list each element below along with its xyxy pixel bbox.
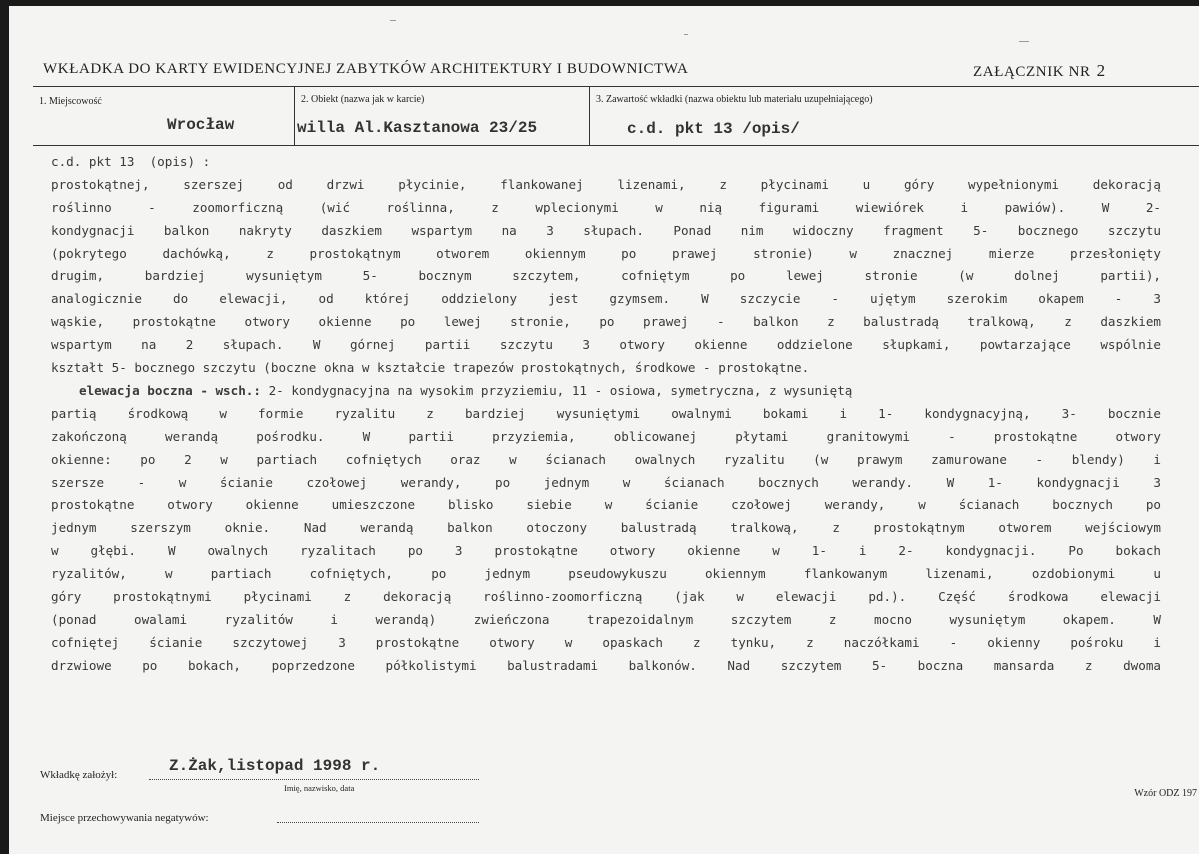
locality-label: 1. Miejscowość [39, 96, 102, 107]
header-divider-top [33, 86, 1199, 87]
body-line-heading [51, 380, 1161, 403]
annex-label [973, 61, 1106, 81]
form-code: Wzór ODZ 197 [1134, 788, 1197, 799]
paper-speck [1019, 41, 1029, 42]
body-line: drugim, bardziej wysuniętym 5- bocznym szczytem, cofniętym po lewej stronie (w dolnej partii), [51, 268, 1161, 284]
content-label: 3. Zawartość wkładki (nazwa obiektu lub materiału uzupełniającego) [596, 94, 873, 105]
body-line: góry prostokątnymi płycinami z dekoracją roślinno-zoomorficzną (jak w elewacji pd.). Część środkowa elewacji [51, 588, 1161, 604]
object-value: willa Al.Kasztanowa 23/25 [297, 119, 538, 137]
inserted-by-value: Z.Żak,listopad 1998 r. [169, 757, 381, 775]
body-line: partią środkową w formie ryzalitu z bardziej wysuniętymi owalnymi bokami i 1- kondygnacyjną, 3- bocznie [51, 405, 1161, 421]
annex-number: 2 [1096, 61, 1106, 80]
body-line: prostokątnej, szerszej od drzwi płycinie, flankowanej lizenami, z płycinami u góry wypełnionymi dekoracją [51, 176, 1161, 192]
body-line: zakończoną werandą pośrodku. W partii przyziemia, oblicowanej płytami granitowymi - prostokątne otwory [51, 428, 1161, 444]
body-line: szersze - w ścianie czołowej werandy, po jednym w ścianach bocznych werandy. W 1- kondygnacji 3 [51, 474, 1161, 490]
header-divider-bottom [33, 145, 1199, 146]
body-line: roślinno - zoomorficzną (wić roślinna, z wplecionymi w nią figurami wiewiórek i pawiów). W 2- [51, 199, 1161, 215]
paper-speck [684, 34, 688, 35]
body-line: analogicznie do elewacji, od której oddzielony jest gzymsem. W szczycie - ujętym szerokim okapem - 3 [51, 291, 1161, 307]
inserted-by-caption: Imię, nazwisko, data [284, 783, 355, 793]
description-text [51, 151, 1161, 678]
field-divider-1 [294, 86, 295, 145]
annex-label-text: ZAŁĄCZNIK NR [973, 64, 1091, 80]
inserted-by-label: Wkładkę założył: [40, 769, 118, 781]
body-line: (pokrytego dachówką, z prostokątnym otworem okiennym po prawej stronie) w znacznej mierze przesłonięty [51, 245, 1161, 261]
body-line: w głębi. W owalnych ryzalitach po 3 prostokątne otwory okienne w 1- i 2- kondygnacji. Po bokach [51, 543, 1161, 559]
body-line: cofniętej ścianie szczytowej 3 prostokątne otwory w opaskach z tynku, z naczółkami - okienny pośroku i [51, 634, 1161, 650]
body-line: (ponad owalami ryzalitów i werandą) zwieńczona trapezoidalnym szczytem z mocno wysuniętym okapem. W [51, 611, 1161, 627]
body-line: okienne: po 2 w partiach cofniętych oraz w ścianach owalnych ryzalitu (w prawym zamurowane - blendy) i [51, 451, 1161, 467]
body-line: c.d. pkt 13 (opis) : [51, 154, 211, 169]
body-line: ryzalitów, w partiach cofniętych, po jednym pseudowykuszu okiennym flankowanym lizenami, ozdobionymi u [51, 566, 1161, 582]
inserted-by-line [149, 779, 479, 780]
negatives-line [277, 822, 479, 823]
content-value: c.d. pkt 13 /opis/ [627, 120, 800, 138]
negatives-label: Miejsce przechowywania negatywów: [40, 812, 209, 824]
field-divider-2 [589, 86, 590, 145]
body-line: wspartym na 2 słupach. W górnej partii szczytu 3 otwory okienne oddzielone słupkami, powtarzające wspólnie [51, 337, 1161, 353]
body-line: wąskie, prostokątne otwory okienne po lewej stronie, po prawej - balkon z balustradą tralkową, z daszkiem [51, 314, 1161, 330]
paper-speck [390, 20, 396, 21]
body-line: prostokątne otwory okienne umieszczone blisko siebie w ścianie czołowej werandy, w ścianach bocznych po [51, 497, 1161, 513]
section-heading: elewacja boczna - wsch.: [79, 382, 261, 398]
card-title: WKŁADKA DO KARTY EWIDENCYJNEJ ZABYTKÓW ARCHITEKTURY I BUDOWNICTWA [43, 61, 689, 77]
body-line: drzwiowe po bokach, poprzedzone półkolistymi balustradami balkonów. Nad szczytem 5- boczna mansarda z dwoma [51, 657, 1161, 673]
locality-value: Wrocław [167, 116, 235, 134]
body-line: kształt 5- bocznego szczytu (boczne okna w kształcie trapezów prostokątnych, środkowe - prostokątne. [51, 360, 810, 376]
body-line: jednym szerszym oknie. Nad werandą balkon otoczony balustradą tralkową, z prostokątnym otworem wejściowym [51, 520, 1161, 536]
record-card [9, 6, 1199, 854]
body-line: kondygnacji balkon nakryty daszkiem wspartym na 3 słupach. Ponad nim widoczny fragment 5- bocznego szczytu [51, 222, 1161, 238]
object-label: 2. Obiekt (nazwa jak w karcie) [301, 94, 425, 105]
section-heading-rest: 2- kondygnacyjna na wysokim przyziemiu, 11 - osiowa, symetryczna, z wysuniętą [260, 382, 853, 398]
